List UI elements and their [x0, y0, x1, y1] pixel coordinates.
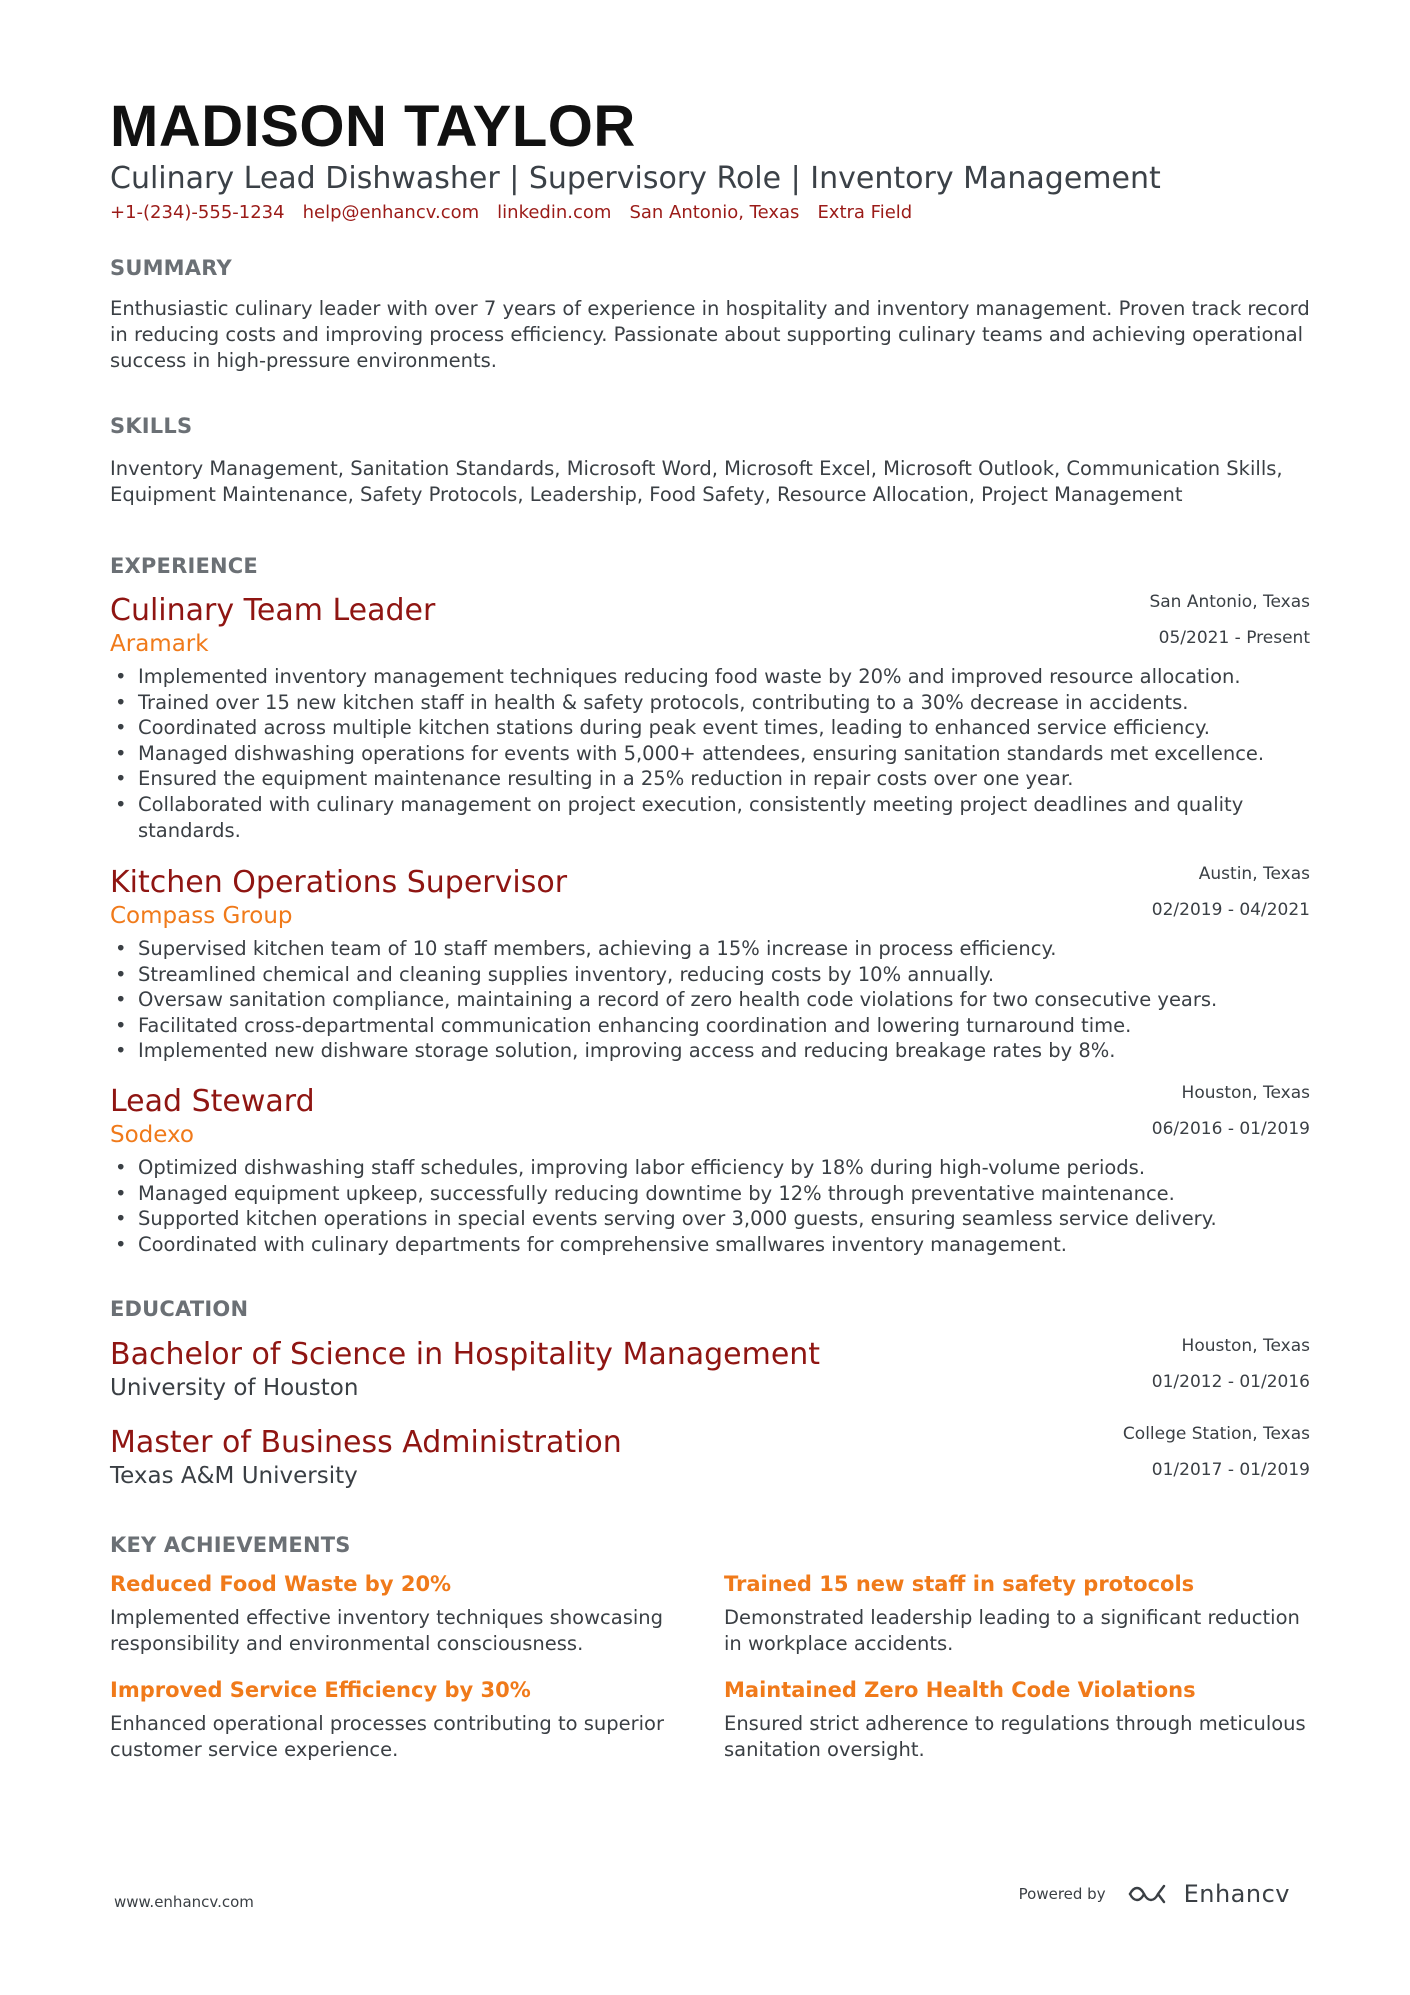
education-meta — [1123, 1416, 1310, 1488]
job-dates: 06/2016 - 01/2019 — [1151, 1119, 1310, 1139]
job-title: Kitchen Operations Supervisor — [110, 865, 568, 900]
job-meta — [1152, 856, 1310, 928]
education-entry — [110, 1336, 1310, 1401]
degree-title: Bachelor of Science in Hospitality Management — [110, 1337, 821, 1372]
education-heading: EDUCATION — [110, 1297, 249, 1321]
achievement-desc: Ensured strict adherence to regulations through meticulous sanitation oversight. — [724, 1712, 1306, 1761]
education-location: Houston, Texas — [1181, 1336, 1310, 1356]
job-location: Austin, Texas — [1198, 864, 1310, 884]
contact-bar — [110, 202, 912, 223]
headline: Culinary Lead Dishwasher | Supervisory Role | Inventory Management — [110, 161, 1161, 196]
job-bullet: • Supervised kitchen team of 10 staff members, achieving a 15% increase in process efficiency. — [110, 936, 1310, 962]
skills-heading: SKILLS — [110, 414, 193, 438]
job-bullet: • Oversaw sanitation compliance, maintaining a record of zero health code violations for two consecutive years. — [110, 987, 1310, 1013]
job-title: Culinary Team Leader — [110, 593, 436, 628]
candidate-name: MADISON TAYLOR — [110, 94, 636, 159]
job-bullet: • Supported kitchen operations in special events serving over 3,000 guests, ensuring seamless service delivery. — [110, 1206, 1310, 1232]
job-dates: 05/2021 - Present — [1158, 628, 1310, 648]
job-dates: 02/2019 - 04/2021 — [1151, 900, 1310, 920]
job-company: Compass Group — [110, 903, 293, 929]
job-bullets — [110, 664, 1310, 843]
job-bullet: • Implemented new dishware storage solution, improving access and reducing breakage rates by 8%. — [110, 1038, 1310, 1064]
job-bullet: • Optimized dishwashing staff schedules, improving labor efficiency by 18% during high-volume periods. — [110, 1155, 1310, 1181]
education-meta — [1152, 1328, 1310, 1400]
job-bullets — [110, 936, 1310, 1064]
achievement-item — [110, 1574, 700, 1656]
job-bullet: • Coordinated with culinary departments for comprehensive smallwares inventory management. — [110, 1232, 1310, 1258]
job-meta — [1149, 584, 1310, 656]
job-bullets — [110, 1155, 1310, 1257]
experience-entry — [110, 1083, 1310, 1257]
education-dates: 01/2012 - 01/2016 — [1151, 1372, 1310, 1392]
achievement-desc: Implemented effective inventory techniques showcasing responsibility and environmental consciousness. — [110, 1606, 664, 1655]
footer-branding — [1019, 1880, 1290, 1908]
job-meta — [1152, 1075, 1310, 1147]
education-entry — [110, 1424, 1310, 1489]
footer-website[interactable]: www.enhancv.com — [114, 1893, 254, 1911]
contact-linkedin[interactable]: linkedin.com — [497, 202, 612, 223]
brand-name: Enhancv — [1183, 1880, 1290, 1908]
achievement-desc: Enhanced operational processes contributing to superior customer service experience. — [110, 1712, 664, 1761]
education-dates: 01/2017 - 01/2019 — [1151, 1460, 1310, 1480]
education-location: College Station, Texas — [1122, 1424, 1310, 1444]
summary-text: Enthusiastic culinary leader with over 7 years of experience in hospitality and inventory management. Proven track record in reducing costs and improving process efficiency. Passionate about supporting culinary teams and achieving operational success in high-pressure environments. — [110, 297, 1310, 372]
job-bullet: • Coordinated across multiple kitchen stations during peak event times, leading to enhanced service efficiency. — [110, 715, 1310, 741]
brand-link[interactable] — [1126, 1880, 1290, 1908]
achievements-heading: KEY ACHIEVEMENTS — [110, 1533, 351, 1557]
achievement-item — [724, 1574, 1314, 1656]
achievement-title: Trained 15 new staff in safety protocols — [724, 1572, 1195, 1596]
skills-text: Inventory Management, Sanitation Standards, Microsoft Word, Microsoft Excel, Microsoft Outlook, Communication Skills, Equipment Maintenance, Safety Protocols, Leadership, Food Safety, Resource Allocation, Project Management — [110, 457, 1283, 506]
experience-heading: EXPERIENCE — [110, 554, 258, 578]
achievement-desc: Demonstrated leadership leading to a significant reduction in workplace accidents. — [724, 1606, 1300, 1655]
job-bullet: • Trained over 15 new kitchen staff in health & safety protocols, contributing to a 30% decrease in accidents. — [110, 690, 1310, 716]
job-company: Sodexo — [110, 1122, 194, 1148]
degree-title: Master of Business Administration — [110, 1425, 622, 1460]
achievement-title: Improved Service Efficiency by 30% — [110, 1678, 531, 1702]
experience-entry — [110, 864, 1310, 1064]
powered-by-label: Powered by — [1018, 1885, 1106, 1903]
job-bullet: • Implemented inventory management techniques reducing food waste by 20% and improved resource allocation. — [110, 664, 1310, 690]
job-bullet: • Ensured the equipment maintenance resulting in a 25% reduction in repair costs over one year. — [110, 766, 1310, 792]
job-title: Lead Steward — [110, 1084, 315, 1119]
job-bullet: • Streamlined chemical and cleaning supplies inventory, reducing costs by 10% annually. — [110, 962, 1310, 988]
institution-name: Texas A&M University — [110, 1463, 358, 1489]
job-bullet: • Collaborated with culinary management on project execution, consistently meeting project deadlines and quality standards. — [110, 792, 1310, 843]
contact-extra-field: Extra Field — [817, 202, 913, 223]
enhancv-logo-icon — [1126, 1882, 1172, 1906]
achievement-title: Reduced Food Waste by 20% — [110, 1572, 452, 1596]
job-bullet: • Managed equipment upkeep, successfully reducing downtime by 12% through preventative maintenance. — [110, 1181, 1310, 1207]
job-location: Houston, Texas — [1181, 1083, 1310, 1103]
job-bullet: • Managed dishwashing operations for events with 5,000+ attendees, ensuring sanitation standards met excellence. — [110, 741, 1310, 767]
experience-entry — [110, 592, 1310, 843]
achievement-item — [110, 1680, 700, 1762]
job-company: Aramark — [110, 631, 209, 657]
contact-email[interactable]: help@enhancv.com — [302, 202, 480, 223]
job-location: San Antonio, Texas — [1149, 592, 1310, 612]
job-bullet: • Facilitated cross-departmental communication enhancing coordination and lowering turnaround time. — [110, 1013, 1310, 1039]
institution-name: University of Houston — [110, 1375, 359, 1401]
contact-phone[interactable]: +1-(234)-555-1234 — [110, 202, 285, 223]
contact-location: San Antonio, Texas — [629, 202, 800, 223]
achievement-title: Maintained Zero Health Code Violations — [724, 1678, 1196, 1702]
summary-heading: SUMMARY — [110, 256, 232, 280]
achievement-item — [724, 1680, 1314, 1762]
